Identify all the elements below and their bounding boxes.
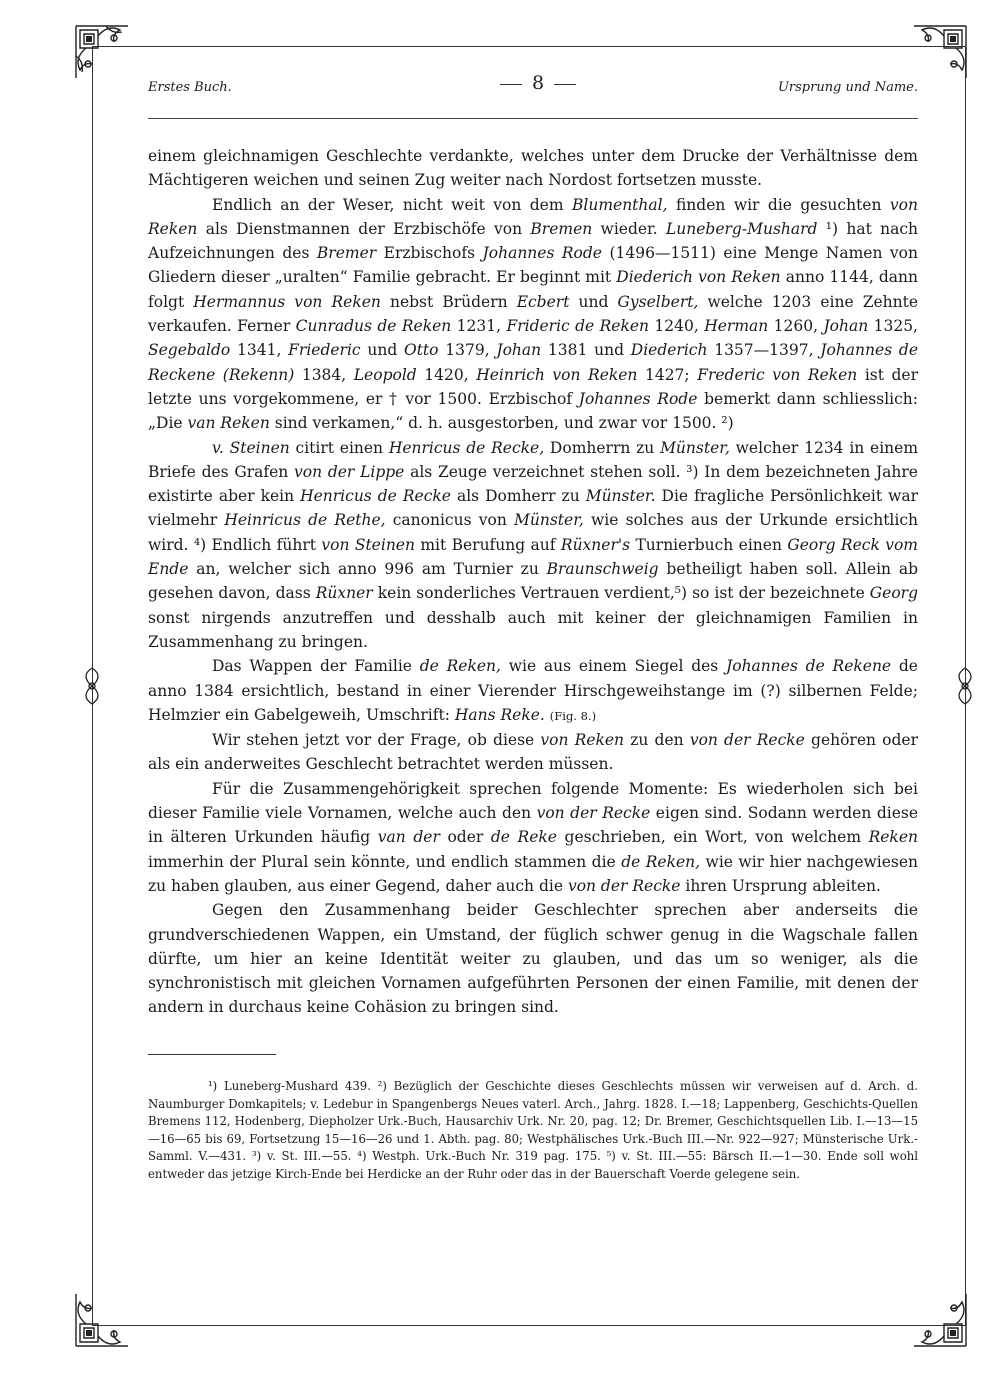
corner-ornament-icon bbox=[904, 1284, 976, 1356]
paragraph bbox=[148, 728, 918, 777]
italic-run: Gyselbert, bbox=[617, 292, 699, 311]
text-run: als Dienstmannen der Erzbischöfe von bbox=[197, 219, 531, 238]
italic-run: de Reken, bbox=[621, 852, 701, 871]
text-run: an, welcher sich anno 996 am Turnier zu bbox=[188, 560, 547, 579]
italic-run: Rüxner bbox=[315, 584, 373, 603]
text-run: ist der letzte uns vorgekommene, er † vor 1500. Erzbischof bbox=[148, 365, 919, 408]
text-run: 1341, bbox=[230, 341, 289, 360]
text-run: Turnierbuch einen bbox=[630, 535, 788, 554]
italic-run: Bremer bbox=[316, 244, 377, 263]
dash-right bbox=[554, 84, 576, 85]
text-run: und bbox=[360, 341, 404, 360]
text-run: wie aus einem Siegel des bbox=[500, 657, 727, 676]
paragraph bbox=[148, 654, 918, 728]
corner-ornament-icon bbox=[66, 1284, 138, 1356]
italic-run: Georg bbox=[869, 584, 919, 603]
italic-run: Frideric de Reken bbox=[506, 317, 650, 336]
text-run: wie wir hier nachgewiesen zu haben glauben, aus einer Gegend, daher auch die bbox=[148, 852, 919, 895]
text-run: immerhin der Plural sein könnte, und endlich stammen die bbox=[148, 852, 622, 871]
italic-run: Johannes Rode bbox=[482, 244, 602, 263]
side-ornament-icon bbox=[948, 666, 982, 706]
text-run: 1260, bbox=[768, 317, 824, 336]
text-run: nebst Brüdern bbox=[380, 292, 517, 311]
header-book-title: Erstes Buch. bbox=[148, 80, 232, 95]
italic-run: Ecbert bbox=[516, 292, 570, 311]
italic-run: Reken bbox=[868, 828, 918, 847]
italic-run: Münster. bbox=[585, 487, 656, 506]
text-run: de anno 1384 ersichtlich, bestand in einer Vierender Hirschgeweihstange im (?) silbernen Felde; Helmzier ein Gabelgeweih, Umschrift: bbox=[148, 657, 918, 724]
page-number: 8 bbox=[531, 72, 545, 94]
italic-run: von Steinen bbox=[321, 535, 415, 554]
italic-run: Johannes de Reckene (Rekenn) bbox=[148, 341, 918, 384]
dash-left bbox=[500, 84, 522, 85]
italic-run: Henricus de Recke bbox=[300, 487, 451, 506]
italic-run: Bremen bbox=[530, 219, 593, 238]
text-run: 1240, bbox=[649, 317, 705, 336]
running-header bbox=[148, 72, 918, 104]
italic-run: Braunschweig bbox=[546, 560, 659, 579]
paragraph bbox=[148, 436, 918, 655]
text-run: als Zeuge verzeichnet stehen soll. ³) In dem bezeichneten Jahre existirte aber kein bbox=[148, 462, 918, 506]
italic-run: von der Recke bbox=[536, 804, 651, 823]
italic-run: Luneberg-Mushard bbox=[666, 219, 818, 238]
text-run: sonst nirgends anzutreffen und desshalb auch mit keiner der gleichnamigen Familien in Zusammenhang zu bringen. bbox=[148, 608, 918, 651]
text-run: 1357—1397, bbox=[707, 341, 821, 360]
italic-run: Johannes Rode bbox=[578, 389, 698, 408]
text-run: betheiligt haben soll. Allein ab gesehen davon, dass bbox=[148, 560, 918, 603]
paragraph bbox=[148, 777, 918, 898]
text-run: (Fig. 8.) bbox=[549, 708, 597, 723]
text-run: oder bbox=[439, 828, 491, 847]
italic-run: von Reken bbox=[540, 731, 625, 750]
italic-run: Johan bbox=[496, 341, 542, 360]
text-run: Endlich an der Weser, nicht weit von dem bbox=[212, 195, 572, 214]
text-run: sind verkamen,“ d. h. ausgestorben, und zwar vor 1500. ²) bbox=[269, 414, 734, 433]
italic-run: v. Steinen bbox=[212, 438, 290, 457]
text-run: Für die Zusammengehörigkeit sprechen folgende Momente: Es wiederholen sich bei dieser Familie viele Vornamen, welche auch den bbox=[148, 779, 918, 823]
text-run: als Domherr zu bbox=[450, 487, 586, 506]
footnote-text: ¹) Luneberg-Mushard 439. ²) Bezüglich der Geschichte dieses Geschlechts müssen wir verweisen auf d. Arch. d. Naumburger Domkapitels; v. Ledebur in Spangenbergs Neues vaterl. Arch., Jahrg. 1828. I.—18; Lappenberg, Geschichts-Quellen Bremens 112, Hodenberg, Diepholzer Urk.-Buch, Hausarchiv Urk. Nr. 20, pag. 12; Dr. Bremer, Geschichtsquellen Lib. I.—13—15—16—65 bis 69, Fortsetzung 15—16—26 und 1. Abth. pag. 80; Westphälisches Urk.-Buch III.—Nr. 922—927; Münsterische Urk.-Samml. V.—431. ³) v. St. III.—55. ⁴) Westph. Urk.-Buch Nr. 319 pag. 175. ⁵) v. St. III.—55: Bärsch II.—1—30. Ende soll wohl entweder das jetzige Kirch-Ende bei Herdicke an der Ruhr oder das in der Bauerschaft Voerde gelegene sein. bbox=[148, 1079, 918, 1181]
italic-run: Friederic bbox=[288, 341, 361, 360]
italic-run: Münster, bbox=[514, 511, 584, 530]
text-run: eigen sind. Sodann werden diese in älteren Urkunden häufig bbox=[148, 804, 918, 847]
text-run: ihren Ursprung ableiten. bbox=[680, 876, 881, 895]
text-run: kein sonderliches Vertrauen verdient,⁵) so ist der bezeichnete bbox=[372, 584, 870, 603]
text-run: mit Berufung auf bbox=[414, 535, 561, 554]
italic-run: Frederic von Reken bbox=[697, 365, 858, 384]
italic-run: von Reken bbox=[148, 195, 918, 238]
italic-run: Diederich von Reken bbox=[616, 268, 781, 287]
italic-run: Georg Reck vom Ende bbox=[148, 535, 919, 579]
italic-run: von der Recke bbox=[689, 731, 805, 750]
text-run: Die fragliche Persönlichkeit war vielmehr bbox=[148, 487, 918, 530]
italic-run: de Reke bbox=[490, 828, 557, 847]
text-run: einem gleichnamigen Geschlechte verdankte, welches unter dem Drucke der Verhältnisse dem Mächtigeren weichen und seinen Zug weiter nach Nordost fortsetzen musste. bbox=[148, 147, 918, 190]
text-run: 1384, bbox=[294, 365, 354, 384]
italic-run: Cunradus de Reken bbox=[295, 317, 452, 336]
italic-run: Johan bbox=[823, 317, 869, 336]
text-run: 1420, bbox=[416, 365, 477, 384]
text-run: und bbox=[569, 292, 618, 311]
text-run: geschrieben, ein Wort, von welchem bbox=[556, 828, 869, 847]
italic-run: Leopold bbox=[353, 365, 417, 384]
italic-run: Diederich bbox=[630, 341, 708, 360]
text-run: Domherrn zu bbox=[544, 438, 661, 457]
text-run: Erzbischofs bbox=[376, 244, 483, 263]
paragraph bbox=[148, 193, 918, 436]
italic-run: Segebaldo bbox=[148, 341, 231, 360]
side-ornament-icon bbox=[75, 666, 109, 706]
text-run: gehören oder als ein anderweites Geschlecht betrachtet werden müssen. bbox=[148, 731, 919, 774]
text-run: 1231, bbox=[451, 317, 507, 336]
corner-ornament-icon bbox=[66, 16, 138, 88]
italic-run: Blumenthal, bbox=[572, 195, 668, 214]
italic-run: Johannes de Rekene bbox=[726, 657, 892, 676]
italic-run: Hans Reke. bbox=[454, 705, 545, 724]
footnotes bbox=[148, 1078, 918, 1184]
text-run: 1427; bbox=[637, 365, 698, 384]
text-run: 1381 und bbox=[541, 341, 631, 360]
text-run: citirt einen bbox=[289, 438, 389, 457]
text-run: 1325, bbox=[868, 317, 918, 336]
text-run: Das Wappen der Familie bbox=[212, 657, 420, 676]
text-run: bemerkt dann schliesslich: „Die bbox=[148, 389, 919, 433]
page-number-block bbox=[478, 72, 598, 94]
text-run: wie solches aus der Urkunde ersichtlich wird. ⁴) Endlich führt bbox=[148, 511, 918, 554]
header-rule bbox=[148, 118, 918, 119]
header-section-title: Ursprung und Name. bbox=[777, 80, 918, 95]
italic-run: Heinricus de Rethe, bbox=[224, 511, 386, 530]
italic-run: Hermannus von Reken bbox=[193, 292, 381, 311]
text-run: wieder. bbox=[592, 219, 666, 238]
italic-run: de Reken, bbox=[419, 657, 501, 676]
text-run: anno 1144, dann folgt bbox=[148, 268, 918, 311]
text-run: finden wir die gesuchten bbox=[667, 195, 890, 214]
text-run: 1379, bbox=[438, 341, 497, 360]
text-run: Wir stehen jetzt vor der Frage, ob diese bbox=[212, 731, 541, 750]
italic-run: von der Recke bbox=[567, 876, 681, 895]
italic-run: Otto bbox=[404, 341, 439, 360]
text-run: welche 1203 eine Zehnte verkaufen. Ferner bbox=[148, 292, 919, 336]
body-text bbox=[148, 144, 918, 1020]
text-run: (1496—1511) eine Menge Namen von Gliedern dieser „uralten“ Familie gebracht. Er beginnt mit bbox=[148, 244, 918, 287]
paragraph bbox=[148, 898, 918, 1019]
paragraph bbox=[148, 144, 918, 193]
text-run: ¹) hat nach Aufzeichnungen des bbox=[148, 219, 919, 263]
italic-run: Herman bbox=[704, 317, 769, 336]
italic-run: Münster, bbox=[660, 438, 730, 457]
italic-run: von der Lippe bbox=[294, 462, 405, 481]
italic-run: Heinrich von Reken bbox=[476, 365, 638, 384]
footnote-rule bbox=[148, 1054, 276, 1055]
text-run: Gegen den Zusammenhang beider Geschlechter sprechen aber anderseits die grundverschiedenen Wappen, ein Umstand, der füglich schwer genug in die Wagschale fallen dürfte, um hier an keine Identität weiter zu glauben, und das um so weniger, als die synchronistisch mit gleichen Vornamen aufgeführten Personen der einen Familie, mit denen der andern in durchaus keine Cohäsion zu bringen sind. bbox=[148, 901, 918, 1017]
italic-run: van Reken bbox=[187, 414, 270, 433]
text-run: welcher 1234 in einem Briefe des Grafen bbox=[148, 438, 919, 481]
italic-run: Henricus de Recke, bbox=[388, 438, 545, 457]
italic-run: Rüxner's bbox=[560, 535, 631, 554]
text-run: zu den bbox=[624, 731, 690, 750]
italic-run: van der bbox=[377, 828, 440, 847]
text-run: canonicus von bbox=[385, 511, 515, 530]
